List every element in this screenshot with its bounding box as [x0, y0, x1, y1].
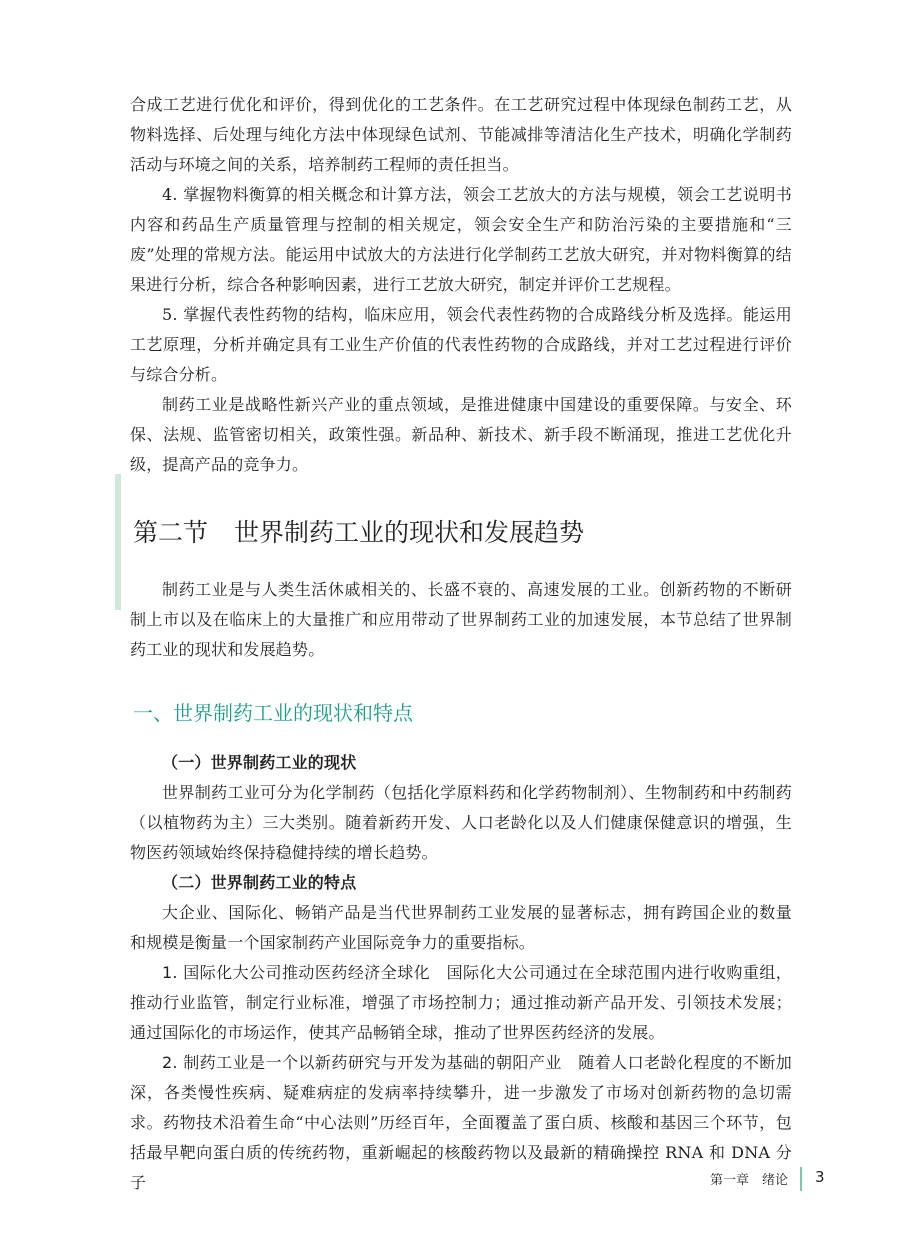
part1-heading: （一）世界制药工业的现状	[162, 753, 357, 772]
section-number: 第二节	[133, 518, 209, 547]
section-intro: 制药工业是与人类生活休戚相关的、长盛不衰的、高速发展的工业。创新药物的不断研制上市以及在临床上的大量推广和应用带动了世界制药工业的加速发展，本节总结了世界制药工业的现状和发展趋势。	[130, 580, 792, 659]
footer-separator	[800, 1167, 802, 1191]
paragraph-item-5: 5. 掌握代表性药物的结构，临床应用，领会代表性药物的合成路线分析及选择。能运用工艺原理，分析并确定具有工业生产价值的代表性药物的合成路线，并对工艺过程进行评价与综合分析。	[130, 305, 792, 384]
part2-text: 大企业、国际化、畅销产品是当代世界制药工业发展的显著标志，拥有跨国企业的数量和规模是衡量一个国家制药产业国际竞争力的重要指标。	[130, 903, 792, 952]
section-title	[133, 516, 584, 550]
section-title-text: 世界制药工业的现状和发展趋势	[234, 518, 585, 547]
paragraph-industry: 制药工业是战略性新兴产业的重点领域，是推进健康中国建设的重要保障。与安全、环保、法规、监管密切相关，政策性强。新品种、新技术、新手段不断涌现，推进工艺优化升级，提高产品的竞争力。	[130, 395, 792, 474]
paragraph-continued: 合成工艺进行优化和评价，得到优化的工艺条件。在工艺研究过程中体现绿色制药工艺，从物料选择、后处理与纯化方法中体现绿色试剂、节能减排等清洁化生产技术，明确化学制药活动与环境之间的关系，培养制药工程师的责任担当。	[130, 95, 792, 174]
section-accent-bar	[115, 474, 121, 610]
part2-item1	[130, 958, 792, 1048]
part1-text: 世界制药工业可分为化学制药（包括化学原料药和化学药物制剂）、生物制药和中药制药（以植物药为主）三大类别。随着新药开发、人口老龄化以及人们健康保健意识的增强，生物医药领域始终保持稳健持续的增长趋势。	[130, 783, 792, 862]
page-number: 3	[815, 1168, 825, 1186]
section-intro-block	[130, 575, 792, 665]
item2-lead: 2. 制药工业是一个以新药研究与开发为基础的朝阳产业	[162, 1053, 562, 1072]
subsection-title: 一、世界制药工业的现状和特点	[133, 701, 413, 725]
footer-chapter: 第一章 绪论	[709, 1173, 788, 1188]
main-text-block	[130, 748, 792, 1198]
item1-lead: 1. 国际化大公司推动医药经济全球化	[162, 963, 431, 982]
page-footer	[0, 1167, 900, 1191]
item1-text: 国际化大公司通过在全球范围内进行收购重组，推动行业监管，制定行业标准，增强了市场控制力；通过推动新产品开发、引领技术发展；通过国际化的市场运作，使其产品畅销全球，推动了世界医药经济的发展。	[130, 963, 793, 1042]
item2-text: 随着人口老龄化程度的不断加深，各类慢性疾病、疑难病症的发病率持续攀升，进一步激发了市场对创新药物的急切需求。药物技术沿着生命“中心法则”历经百年，全面覆盖了蛋白质、核酸和基因三个环节，包括最早靶向蛋白质的传统药物，重新崛起的核酸药物以及最新的精确操控 RNA 和 DNA 分子	[130, 1053, 792, 1192]
paragraph-item-4: 4. 掌握物料衡算的相关概念和计算方法，领会工艺放大的方法与规模，领会工艺说明书内容和药品生产质量管理与控制的相关规定，领会安全生产和防治污染的主要措施和“三废”处理的常规方法。能运用中试放大的方法进行化学制药工艺放大研究，并对物料衡算的结果进行分析，综合各种影响因素，进行工艺放大研究，制定并评价工艺规程。	[130, 185, 792, 294]
top-text-block	[130, 90, 792, 480]
part2-heading: （二）世界制药工业的特点	[162, 873, 357, 892]
